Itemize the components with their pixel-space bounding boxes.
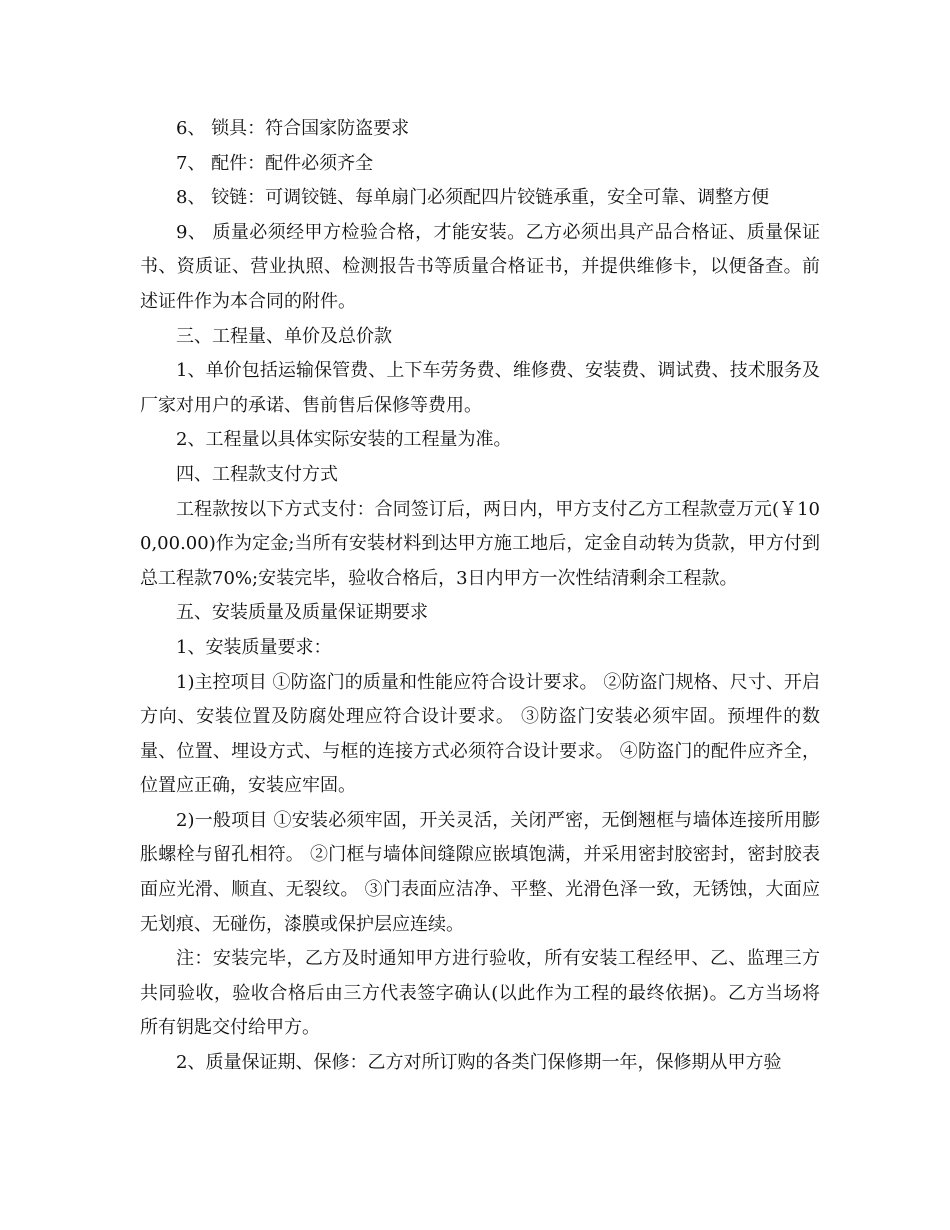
document-body xyxy=(140,112,820,1081)
clause-general-items: 2)一般项目 ①安装必须牢固，开关灵活，关闭严密，无倒翘框与墙体连接所用膨胀螺栓与留孔相符。 ②门框与墙体间缝隙应嵌填饱满，并采用密封胶密封，密封胶表面应光滑、顺直、无裂纹。 ③门表面应洁净、平整、光滑色泽一致，无锈蚀，大面应无划痕、无碰伤，漆膜或保护层应连续。 xyxy=(140,809,820,935)
section-heading-payment: 四、工程款支付方式 xyxy=(176,463,338,485)
clause-warranty: 2、质量保证期、保修：乙方对所订购的各类门保修期一年，保修期从甲方验 xyxy=(176,1052,782,1074)
clause-quantity: 2、工程量以具体实际安装的工程量为准。 xyxy=(176,429,512,451)
clause-lock: 6、 锁具：符合国家防盗要求 xyxy=(176,118,410,139)
clause-payment-terms: 工程款按以下方式支付：合同签订后，两日内，甲方支付乙方工程款壹万元(￥100,00.00)作为定金;当所有安装材料到达甲方施工地后，定金自动转为货款，甲方付到总工程款70%;安装完毕，验收合格后，3日内甲方一次性结清剩余工程款。 xyxy=(140,498,820,589)
clause-unit-price: 1、单价包括运输保管费、上下车劳务费、维修费、安装费、调试费、技术服务及厂家对用户的承诺、售前售后保修等费用。 xyxy=(140,360,820,416)
clause-acceptance-note: 注：安装完毕，乙方及时通知甲方进行验收，所有安装工程经甲、乙、监理三方共同验收，验收合格后由三方代表签字确认(以此作为工程的最终依据)。乙方当场将所有钥匙交付给甲方。 xyxy=(140,948,820,1039)
clause-quality-inspection: 9、 质量必须经甲方检验合格，才能安装。乙方必须出具产品合格证、质量保证书、资质证、营业执照、检测报告书等质量合格证书，并提供维修卡，以便备查。前述证件作为本合同的附件。 xyxy=(140,221,820,312)
clause-main-control-items: 1)主控项目 ①防盗门的质量和性能应符合设计要求。 ②防盗门规格、尺寸、开启方向、安装位置及防腐处理应符合设计要求。 ③防盗门安装必须牢固。预埋件的数量、位置、埋设方式、与框的连接方式必须符合设计要求。 ④防盗门的配件应齐全，位置应正确，安装应牢固。 xyxy=(140,671,820,797)
clause-quality-requirements: 1、安装质量要求： xyxy=(176,636,332,658)
section-heading-quantity-price: 三、工程量、单价及总价款 xyxy=(176,325,392,347)
clause-accessories: 7、 配件：配件必须齐全 xyxy=(176,152,374,174)
clause-hinges: 8、 铰链：可调铰链、每单扇门必须配四片铰链承重，安全可靠、调整方便 xyxy=(176,187,770,209)
section-heading-quality-warranty: 五、安装质量及质量保证期要求 xyxy=(176,602,428,624)
